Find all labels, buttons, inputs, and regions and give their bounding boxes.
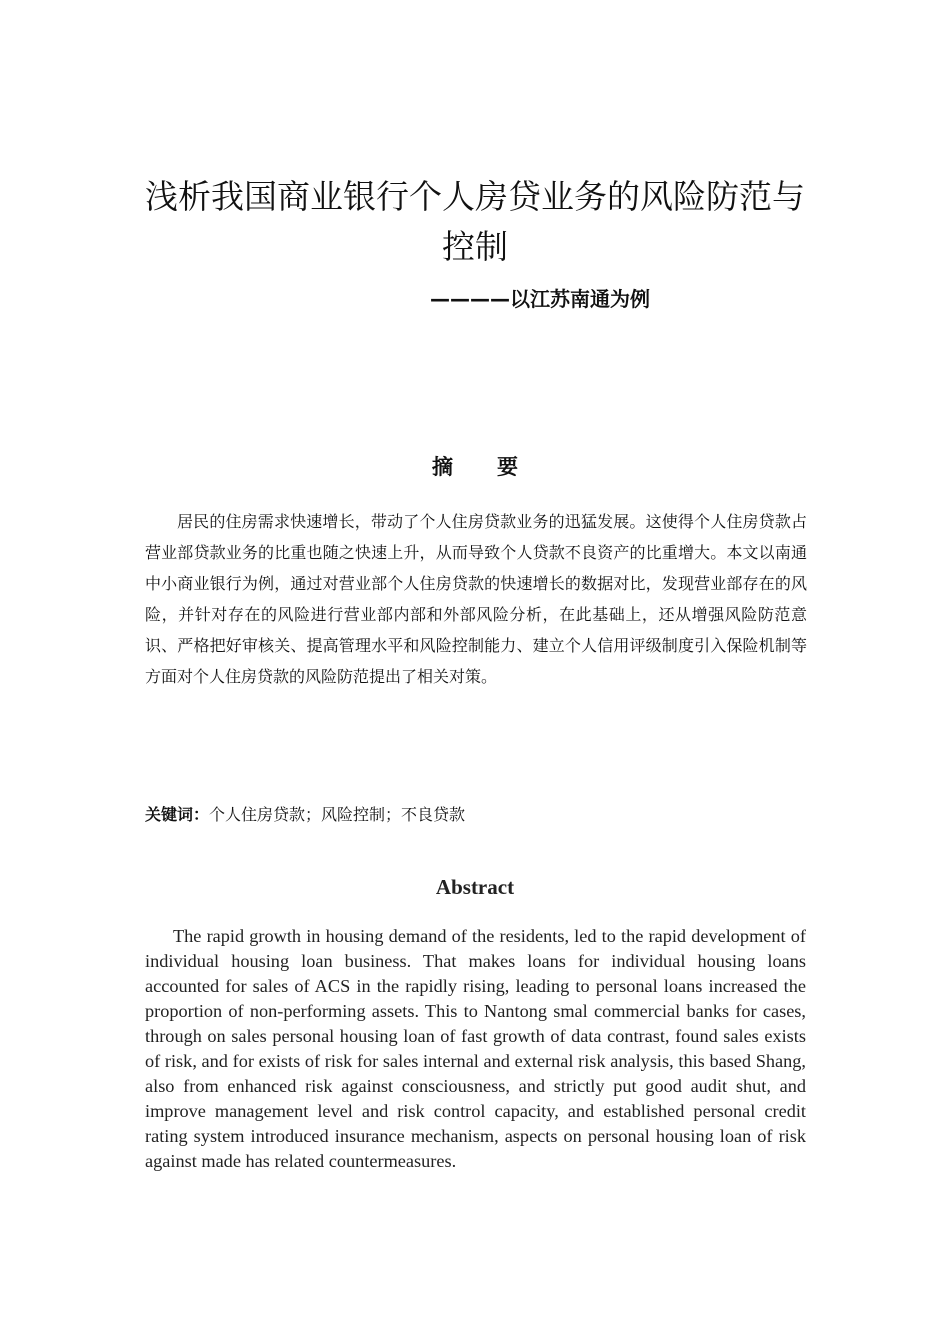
abstract-cn-body: 居民的住房需求快速增长，带动了个人住房贷款业务的迅猛发展。这使得个人住房贷款占营业部贷款业务的比重也随之快速上升，从而导致个人贷款不良资产的比重增大。本文以南通中小商业银行为例，通过对营业部个人住房贷款的快速增长的数据对比，发现营业部存在的风险，并针对存在的风险进行营业部内部和外部风险分析，在此基础上，还从增强风险防范意识、严格把好审核关、提高管理水平和风险控制能力、建立个人信用评级制度引入保险机制等方面对个人住房贷款的风险防范提出了相关对策。 — [145, 512, 807, 686]
document-subtitle: ————以江苏南通为例 — [430, 287, 650, 311]
abstract-en-body: The rapid growth in housing demand of the residents, led to the rapid development of individual housing loan business. That makes loans for individual housing loans accounted for sales of ACS in the rapidly rising, leading to personal loans increased the proportion of non-performing assets. This to Nantong smal commercial banks for cases, through on sales personal housing loan of fast growth of data contrast, found sales exists of risk, and for exists of risk for sales internal and external risk analysis, this based Shang, also from enhanced risk against consciousness, and strictly put good audit shut, and improve management level and risk control capacity, and established personal credit rating system introduced insurance mechanism, aspects on personal housing loan of risk against made has related countermeasures. — [145, 926, 806, 1171]
keywords-line — [145, 799, 807, 830]
document-title: 浅析我国商业银行个人房贷业务的风险防范与控制 — [145, 177, 805, 266]
abstract-cn-heading: 摘要 — [432, 455, 562, 479]
keywords-value: 个人住房贷款；风险控制；不良贷款 — [209, 805, 466, 824]
keywords-label: 关键词： — [145, 805, 210, 824]
abstract-en-heading: Abstract — [435, 875, 515, 899]
